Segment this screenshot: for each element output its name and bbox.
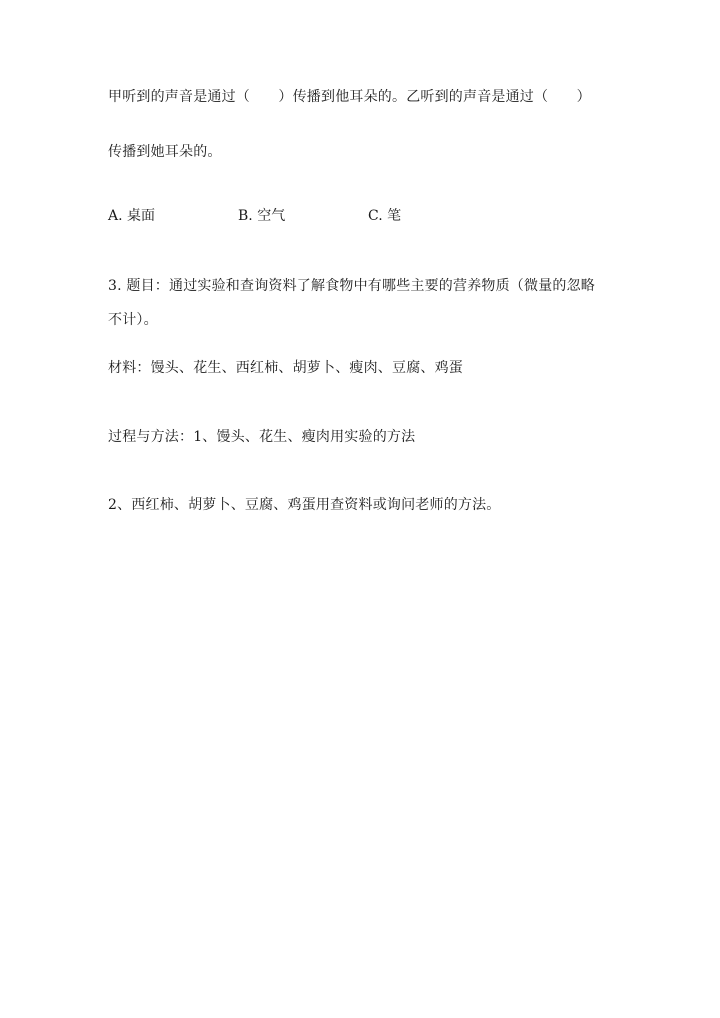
process-method-line-2: 2、西红柿、胡萝卜、豆腐、鸡蛋用查资料或询问老师的方法。 bbox=[108, 497, 501, 513]
option-b: B. 空气 bbox=[238, 208, 286, 224]
question-3-title-line-1: 3. 题目：通过实验和查询资料了解食物中有哪些主要的营养物质（微量的忽略 bbox=[108, 278, 596, 294]
option-c: C. 笔 bbox=[368, 208, 402, 224]
materials-line: 材料：馒头、花生、西红柿、胡萝卜、瘦肉、豆腐、鸡蛋 bbox=[108, 360, 463, 376]
question-3-title-line-2: 不计）。 bbox=[108, 312, 158, 328]
option-a: A. 桌面 bbox=[108, 208, 156, 224]
process-method-line-1: 过程与方法：1、馒头、花生、瘦肉用实验的方法 bbox=[108, 429, 416, 445]
question-2-text-line-1: 甲听到的声音是通过（ ）传播到他耳朵的。乙听到的声音是通过（ ） bbox=[108, 89, 591, 105]
question-2-text-line-2: 传播到她耳朵的。 bbox=[108, 144, 222, 160]
